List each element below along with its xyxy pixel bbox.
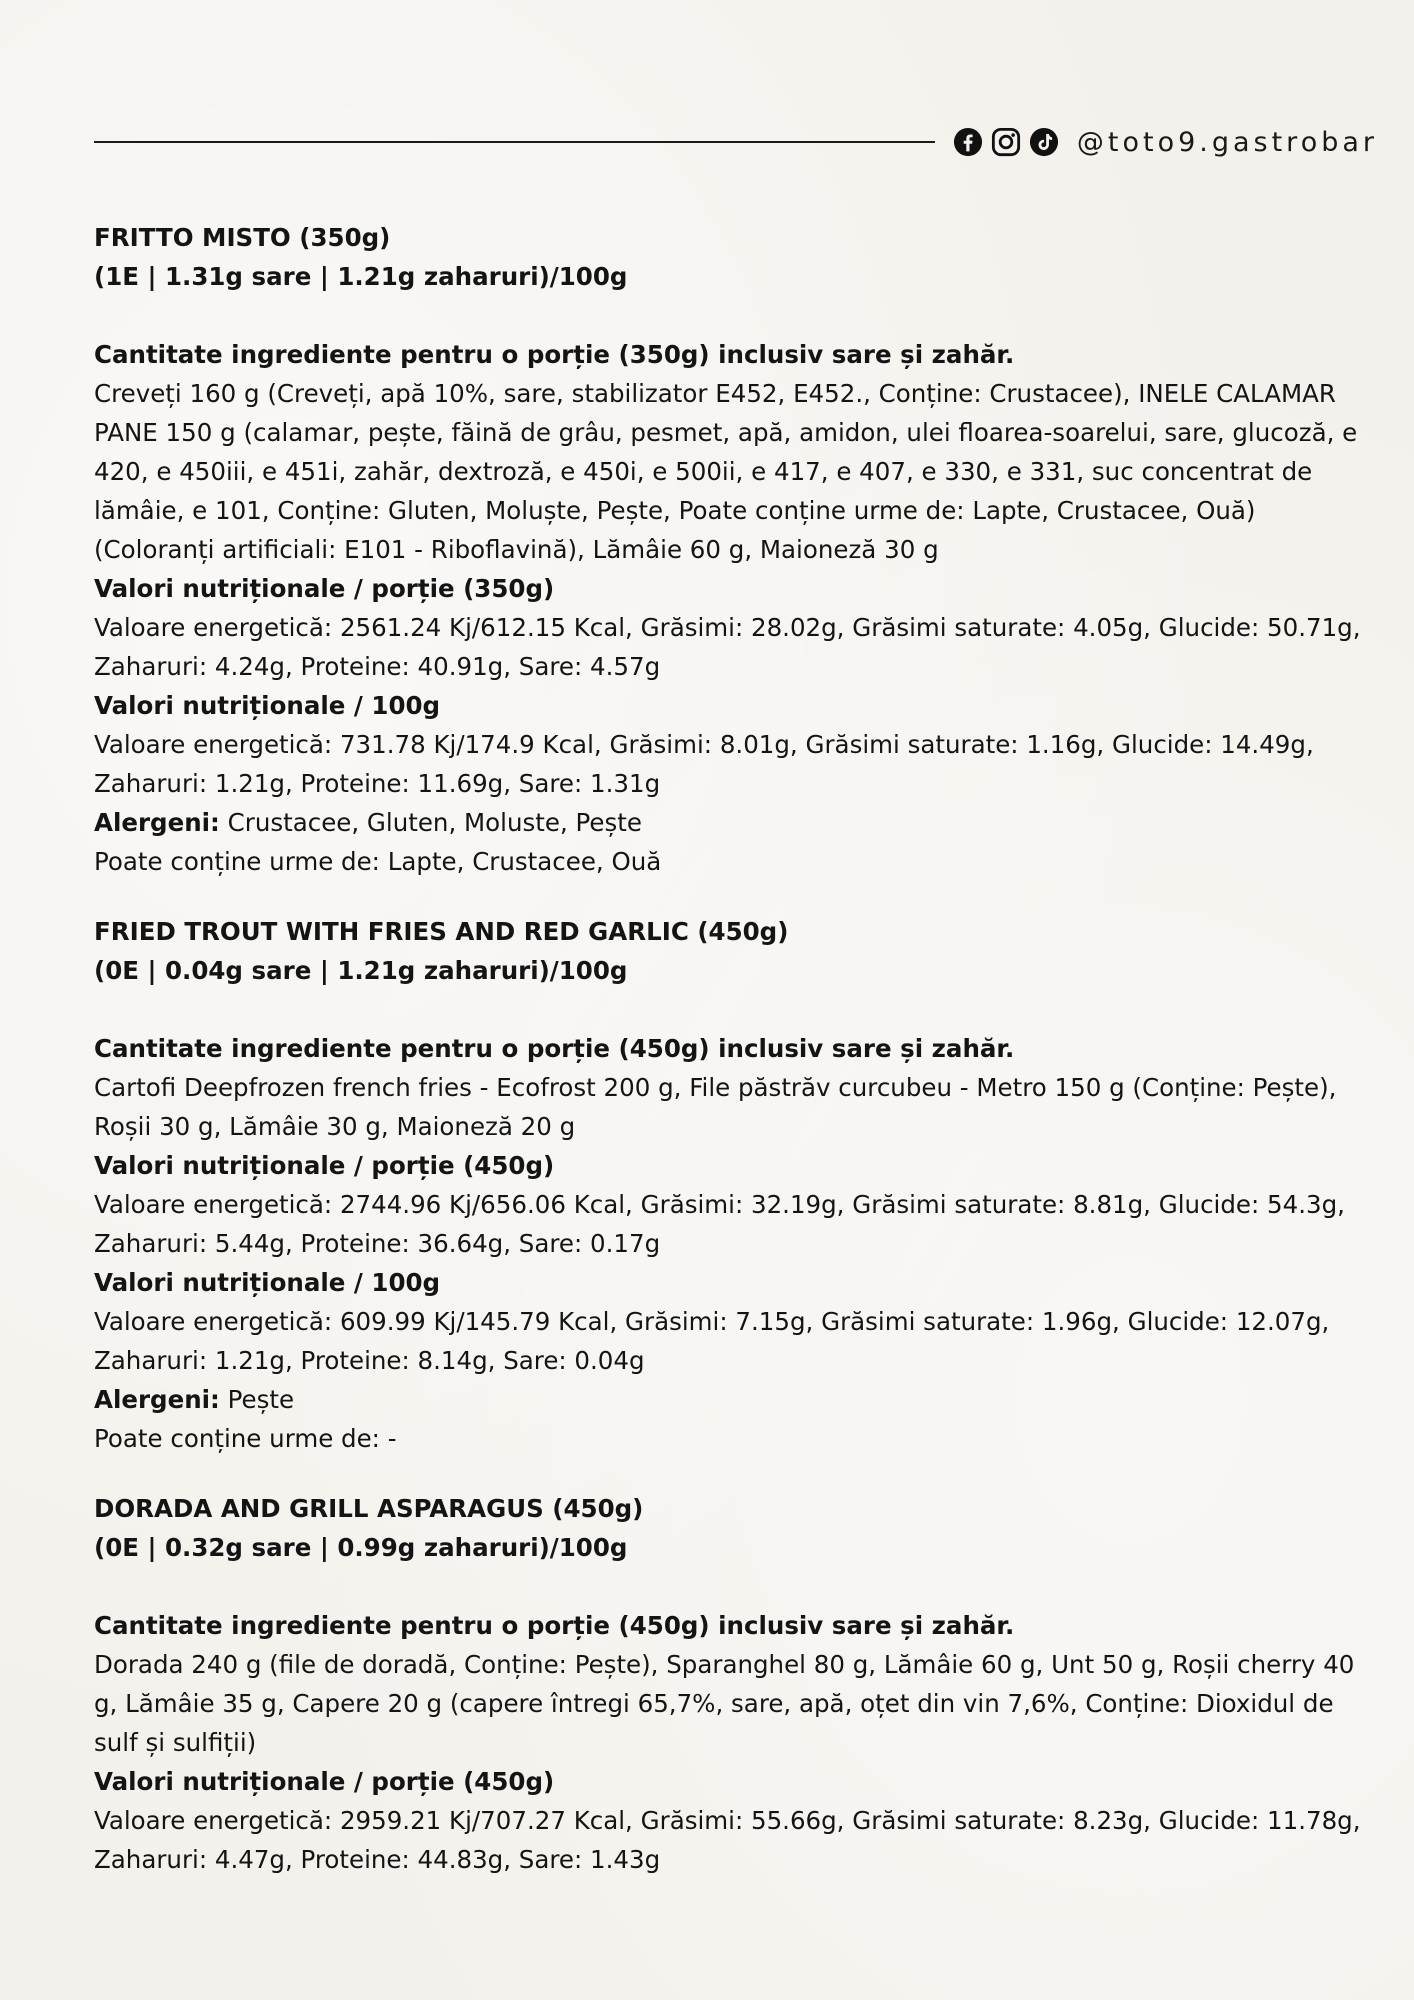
dish-entry — [94, 218, 1364, 881]
allergens-line — [94, 803, 1364, 842]
dish-summary: (0E | 0.04g sare | 1.21g zaharuri)/100g — [94, 956, 628, 985]
ingredients-heading: Cantitate ingrediente pentru o porție (350g) inclusiv sare și zahăr. — [94, 340, 1015, 369]
allergens-label: Alergeni: — [94, 1385, 220, 1414]
allergens-list: Crustacee, Gluten, Moluste, Pește — [219, 808, 642, 837]
dish-title: FRIED TROUT WITH FRIES AND RED GARLIC (450g) — [94, 917, 789, 946]
portion-nutrition-values: Valoare energetică: 2561.24 Kj/612.15 Kcal, Grăsimi: 28.02g, Grăsimi saturate: 4.05g, Glucide: 50.71g, Zaharuri: 4.24g, Proteine: 40.91g, Sare: 4.57g — [94, 613, 1361, 681]
menu-content — [94, 218, 1364, 1879]
dish-title: DORADA AND GRILL ASPARAGUS (450g) — [94, 1494, 644, 1523]
facebook-icon[interactable] — [953, 127, 983, 157]
allergens-label: Alergeni: — [94, 808, 220, 837]
allergens-line — [94, 1380, 1364, 1419]
portion-nutrition-heading: Valori nutriționale / porție (350g) — [94, 574, 555, 603]
portion-nutrition-heading: Valori nutriționale / porție (450g) — [94, 1151, 555, 1180]
social-handle: @toto9.gastrobar — [1076, 126, 1378, 158]
portion-nutrition-heading: Valori nutriționale / porție (450g) — [94, 1767, 555, 1796]
dish-title: FRITTO MISTO (350g) — [94, 223, 391, 252]
dish-entry — [94, 912, 1364, 1458]
per100-nutrition-heading: Valori nutriționale / 100g — [94, 1268, 441, 1297]
ingredients-heading: Cantitate ingrediente pentru o porție (450g) inclusiv sare și zahăr. — [94, 1611, 1015, 1640]
ingredients-heading: Cantitate ingrediente pentru o porție (450g) inclusiv sare și zahăr. — [94, 1034, 1015, 1063]
instagram-icon[interactable] — [991, 127, 1021, 157]
traces-line: Poate conține urme de: Lapte, Crustacee, Ouă — [94, 847, 662, 876]
dish-entry — [94, 1489, 1364, 1879]
per100-nutrition-values: Valoare energetică: 609.99 Kj/145.79 Kcal, Grăsimi: 7.15g, Grăsimi saturate: 1.96g, Glucide: 12.07g, Zaharuri: 1.21g, Proteine: 8.14g, Sare: 0.04g — [94, 1307, 1330, 1375]
tiktok-icon[interactable] — [1029, 127, 1059, 157]
allergens-list: Pește — [219, 1385, 295, 1414]
portion-nutrition-values: Valoare energetică: 2959.21 Kj/707.27 Kcal, Grăsimi: 55.66g, Grăsimi saturate: 8.23g, Glucide: 11.78g, Zaharuri: 4.47g, Proteine: 44.83g, Sare: 1.43g — [94, 1806, 1361, 1874]
dish-summary: (0E | 0.32g sare | 0.99g zaharuri)/100g — [94, 1533, 628, 1562]
portion-nutrition-values: Valoare energetică: 2744.96 Kj/656.06 Kcal, Grăsimi: 32.19g, Grăsimi saturate: 8.81g, Glucide: 54.3g, Zaharuri: 5.44g, Proteine: 36.64g, Sare: 0.17g — [94, 1190, 1345, 1258]
ingredients-text: Creveți 160 g (Creveți, apă 10%, sare, stabilizator E452, E452., Conține: Crustacee), INELE CALAMAR PANE 150 g (calamar, pește, făină de grâu, pesmet, apă, amidon, ulei floarea-soarelui, sare, glucoză, e 420, e 450iii, e 451i, zahăr, dextroză, e 450i, e 500ii, e 417, e 407, e 330, e 331, suc concentrat de lămâie, e 101, Conține: Gluten, Moluște, Pește, Poate conține urme de: Lapte, Crustacee, Ouă) (Coloranți artificiali: E101 - Riboflavină), Lămâie 60 g, Maioneză 30 g — [94, 379, 1358, 564]
social-icons — [953, 127, 1059, 157]
ingredients-text: Cartofi Deepfrozen french fries - Ecofrost 200 g, File păstrăv curcubeu - Metro 150 g (Conține: Pește), Roșii 30 g, Lămâie 30 g, Maioneză 20 g — [94, 1073, 1337, 1141]
ingredients-text: Dorada 240 g (file de doradă, Conține: Pește), Sparanghel 80 g, Lămâie 60 g, Unt 50 g, Roșii cherry 40 g, Lămâie 35 g, Capere 20 g (capere întregi 65,7%, sare, apă, oțet din vin 7,6%, Conține: Dioxidul de sulf și sulfiții) — [94, 1650, 1355, 1757]
dish-summary: (1E | 1.31g sare | 1.21g zaharuri)/100g — [94, 262, 628, 291]
per100-nutrition-values: Valoare energetică: 731.78 Kj/174.9 Kcal, Grăsimi: 8.01g, Grăsimi saturate: 1.16g, Glucide: 14.49g, Zaharuri: 1.21g, Proteine: 11.69g, Sare: 1.31g — [94, 730, 1314, 798]
traces-line: Poate conține urme de: - — [94, 1424, 397, 1453]
page-header — [94, 120, 1378, 164]
header-divider — [94, 141, 935, 143]
per100-nutrition-heading: Valori nutriționale / 100g — [94, 691, 441, 720]
